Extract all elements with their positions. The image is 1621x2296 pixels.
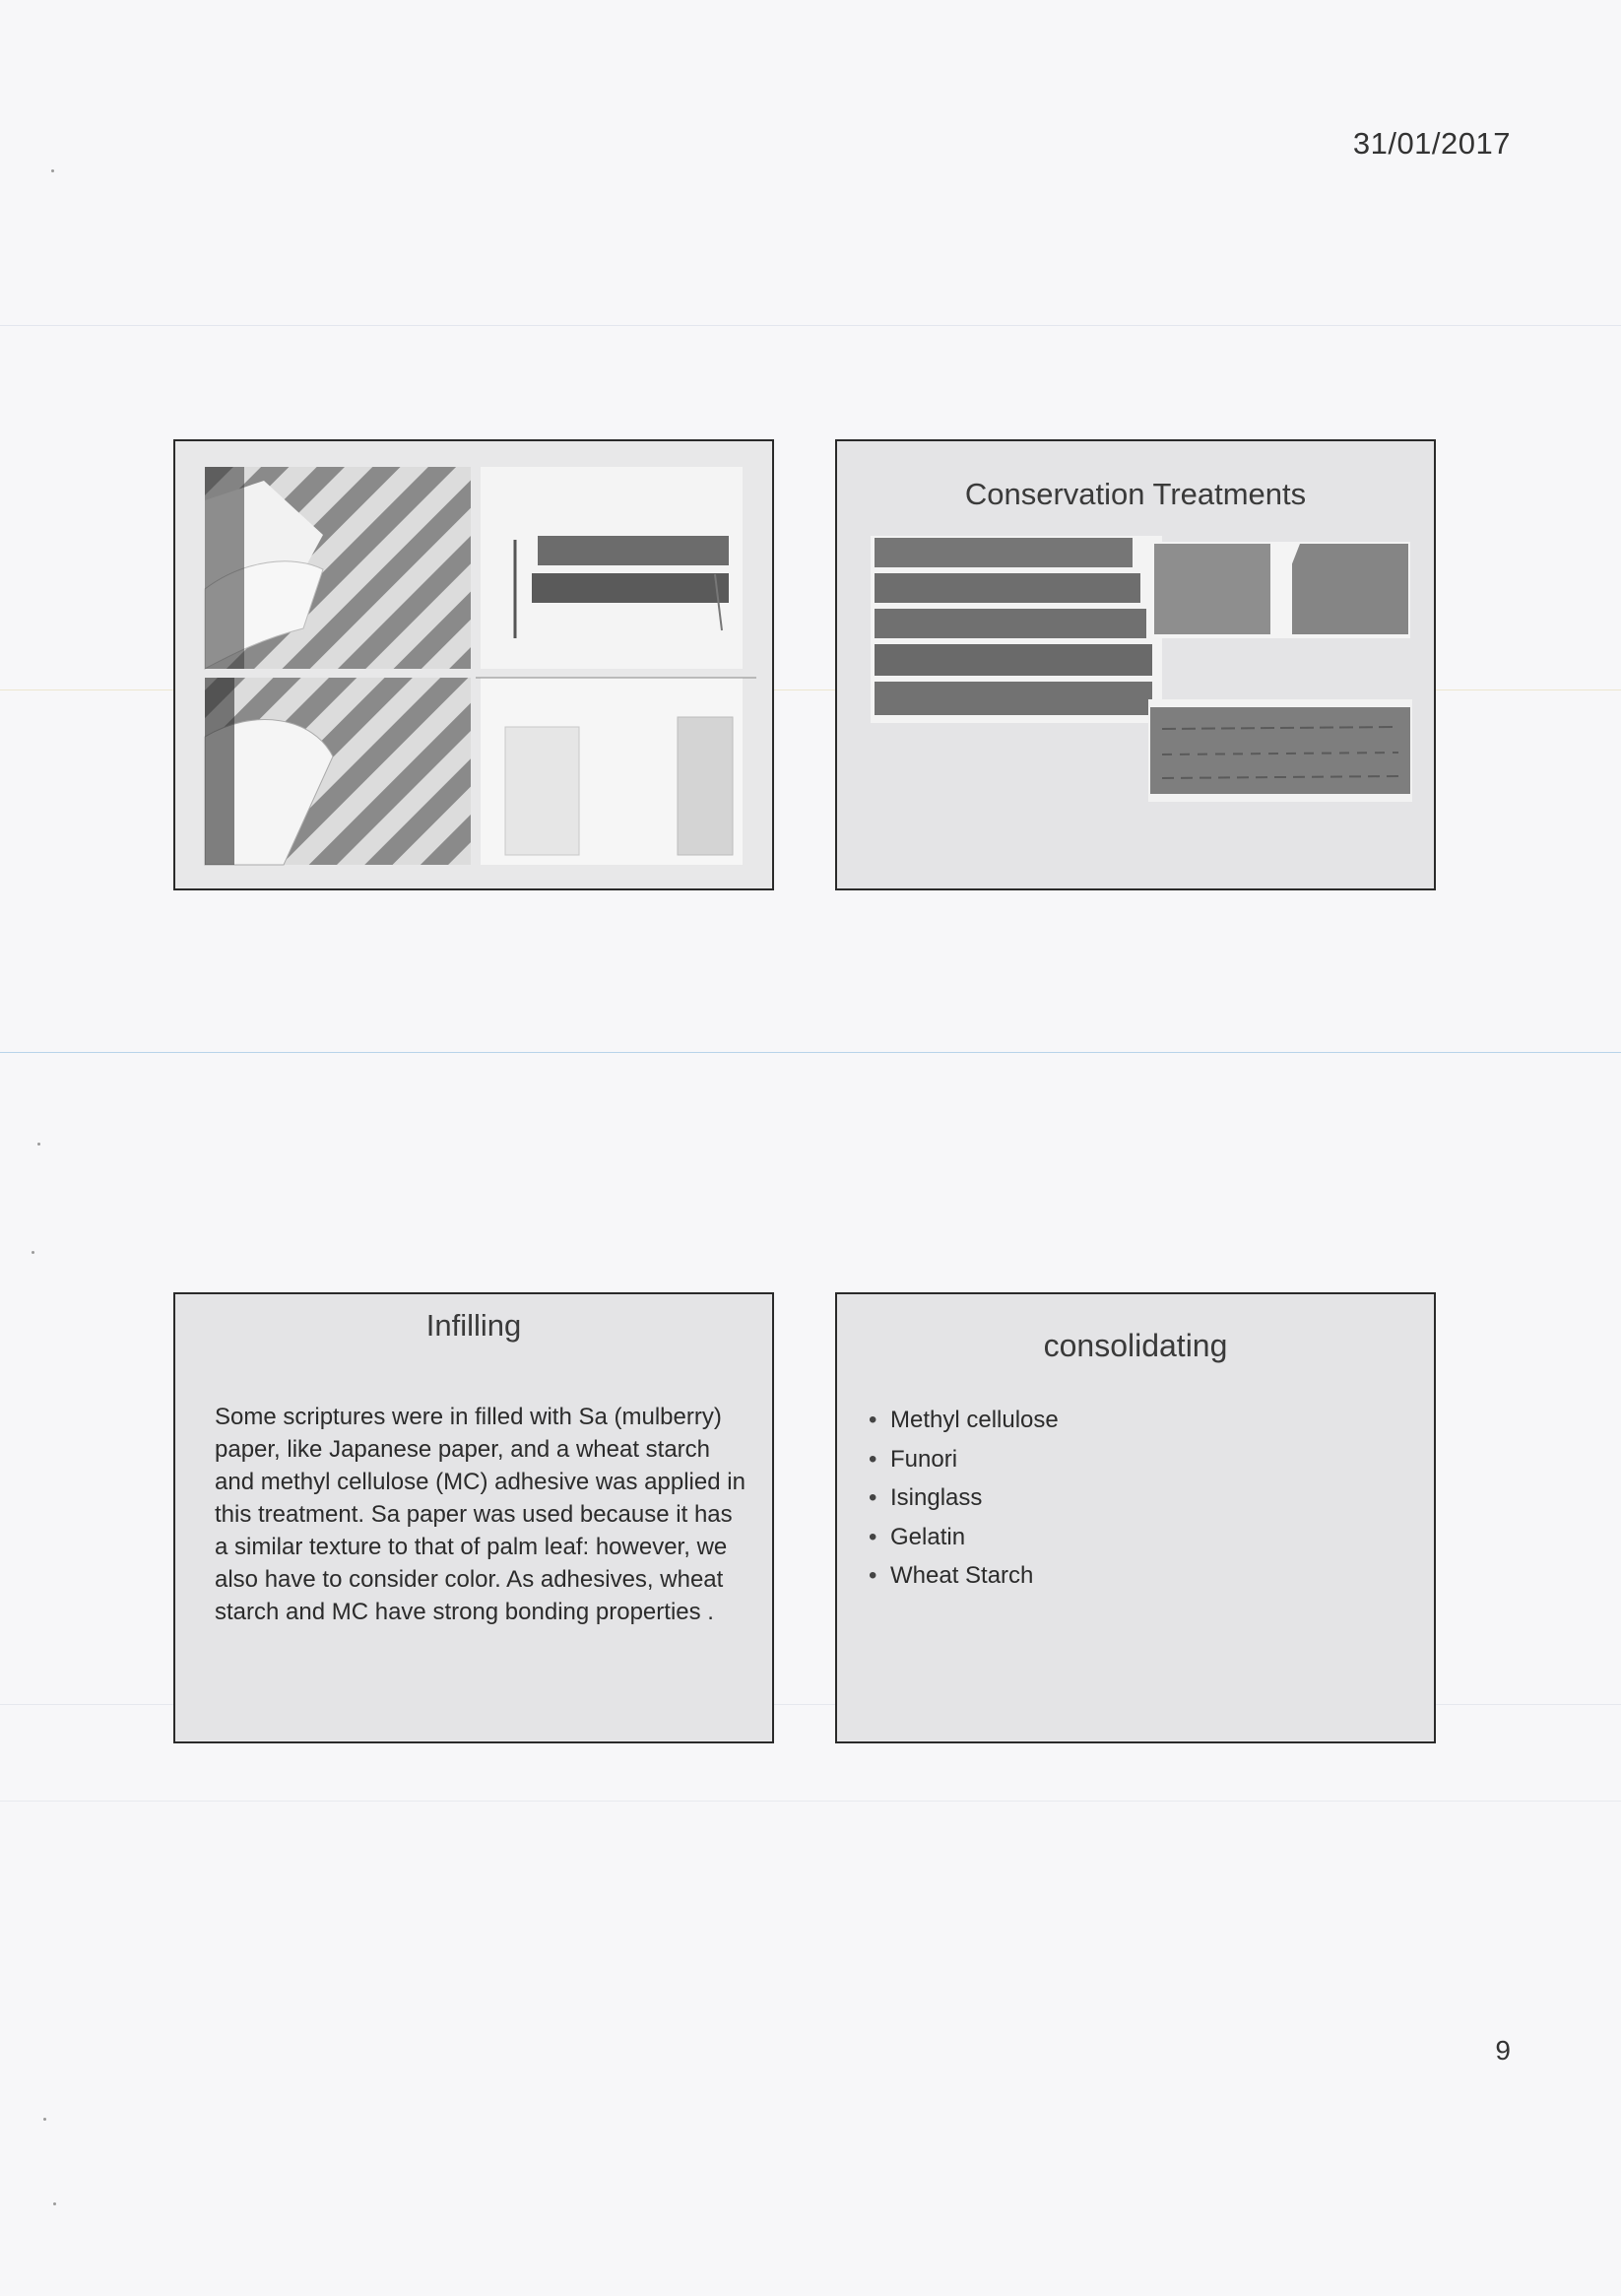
photo-gloved-hands-top — [205, 467, 471, 669]
scan-guide-line — [0, 1052, 1621, 1053]
slide-title: Conservation Treatments — [964, 477, 1307, 511]
photo-inscribed-fragments — [1152, 542, 1410, 638]
scan-speck — [53, 2202, 56, 2205]
conservation-photo-collage — [175, 441, 772, 888]
slide-conservation-treatments — [835, 439, 1436, 890]
scan-guide-line — [0, 1801, 1621, 1802]
slide-consolidating — [835, 1292, 1436, 1743]
palm-leaf-photos — [837, 441, 1434, 888]
consolidant-list — [865, 1401, 1059, 1596]
scan-speck — [37, 1143, 40, 1146]
list-item: • Gelatin — [865, 1518, 1059, 1557]
photo-gloved-hands-bottom — [205, 678, 471, 865]
photo-stacked-leaf-strips — [871, 536, 1162, 723]
scan-speck — [51, 169, 54, 172]
scan-speck — [32, 1251, 34, 1254]
list-item: • Wheat Starch — [865, 1556, 1059, 1596]
scan-speck — [43, 2118, 46, 2121]
infilling-body-text: Some scriptures were in filled with Sa (mulberry) paper, like Japanese paper, and a wheat starch and methyl cellulose (MC) adhesive was applied in this treatment. Sa paper was used because it has a similar texture to that of palm leaf: however, we also have to consider color. As adhesives, wheat starch and MC have strong bonding properties . — [215, 1404, 746, 1625]
slide-photo-collage — [173, 439, 774, 890]
photo-leaf-strips-top — [481, 467, 743, 669]
slide-infilling — [173, 1292, 774, 1743]
photo-paper-supports — [476, 678, 756, 865]
list-item: • Isinglass — [865, 1478, 1059, 1518]
slide-title: consolidating — [1043, 1328, 1228, 1363]
photo-inscribed-leaf-detail — [1148, 699, 1412, 802]
handout-date: 31/01/2017 — [1352, 126, 1511, 161]
scan-guide-line — [0, 325, 1621, 326]
list-item: • Methyl cellulose — [865, 1401, 1059, 1440]
slide-title: Infilling — [425, 1308, 522, 1343]
list-item: • Funori — [865, 1440, 1059, 1479]
page-number: 9 — [1495, 2035, 1511, 2066]
